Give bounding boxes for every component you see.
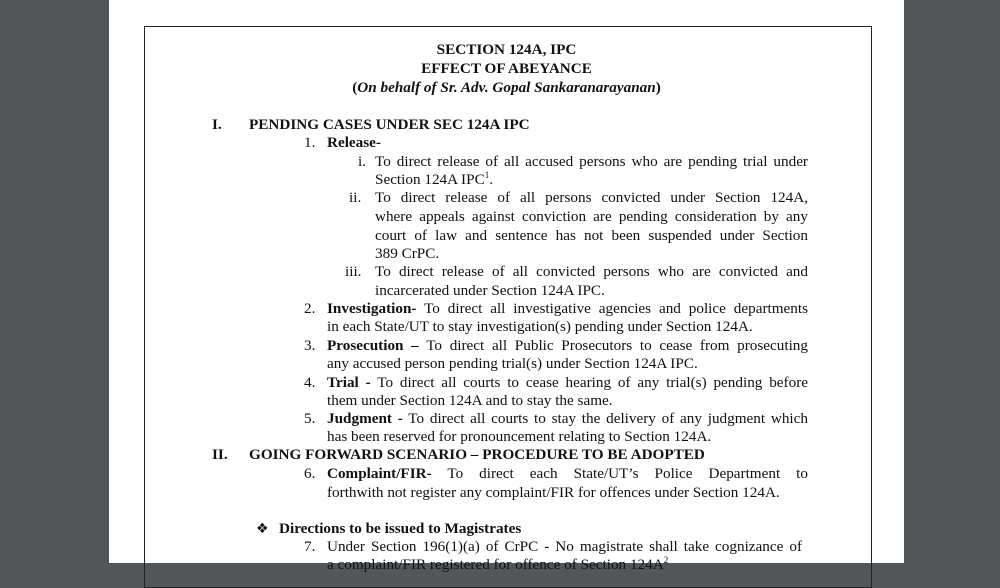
title-line-2: EFFECT OF ABEYANCE [421,60,592,77]
section-1-numeral: I. [212,116,222,133]
item-5-line-1: Judgment - To direct all courts to stay the delivery of any judgment which [327,410,808,427]
sub-iii-line-1: To direct release of all convicted persons who are convicted and [375,263,808,280]
sub-i-line-2: Section 124A IPC$^1$. [375,169,493,188]
item-7-line-1: Under Section 196(1)(a) of CrPC - No magistrate shall take cognizance of [327,538,802,555]
subtitle: (On behalf of Sr. Adv. Gopal Sankaranarayanan) [352,79,661,96]
item-3-line-2: any accused person pending trial(s) under Section 124A IPC. [327,355,698,372]
footnote-2-marker[interactable]: 2 [663,554,669,565]
item-4-number: 4. [304,374,316,391]
item-3-line-1: Prosecution – To direct all Public Prosecutors to cease from prosecuting [327,337,808,354]
item-6-line-2: forthwith not register any complaint/FIR for offences under Section 124A. [327,484,780,501]
item-5-number: 5. [304,410,316,427]
directions-heading: Directions to be issued to Magistrates [279,520,522,537]
sub-iii-line-2: incarcerated under Section 124A IPC. [375,282,605,299]
sub-ii-line-4: 389 CrPC. [375,245,440,262]
sub-iii-number: iii. [345,263,362,280]
title-line-1: SECTION 124A, IPC [436,41,577,58]
sub-ii-line-3: court of law and sentence has not been suspended under Section [375,227,808,244]
item-4-line-1: Trial - To direct all courts to cease hearing of any trial(s) pending before [327,374,808,391]
footnote-1-marker[interactable]: 1 [484,169,490,180]
item-6-number: 6. [304,465,316,482]
item-5-line-2: has been reserved for pronouncement relating to Section 124A. [327,428,712,445]
item-1-title: Release- [327,134,381,151]
sub-i-line-1: To direct release of all accused persons who are pending trial under [375,153,808,170]
item-2-number: 2. [304,300,316,317]
section-1-heading: PENDING CASES UNDER SEC 124A IPC [249,116,530,133]
item-6-line-1: Complaint/FIR- To direct each State/UT’s Police Department to [327,465,808,482]
item-7-number: 7. [304,538,316,555]
item-4-line-2: them under Section 124A and to stay the same. [327,392,613,409]
section-2-numeral: II. [212,446,228,463]
item-2-line-2: in each State/UT to stay investigation(s) pending under Section 124A. [327,318,753,335]
sub-ii-line-1: To direct release of all persons convicted under Section 124A, [375,189,808,206]
document-page [109,0,904,573]
diamond-bullet-icon: ❖ [256,521,269,537]
item-3-number: 3. [304,337,316,354]
item-2-line-1: Investigation- To direct all investigative agencies and police departments [327,300,808,317]
section-2-heading: GOING FORWARD SCENARIO – PROCEDURE TO BE ADOPTED [249,446,705,463]
item-1-number: 1. [304,134,316,151]
sub-ii-line-2: where appeals against conviction are pending consideration by any [375,208,808,225]
sub-ii-number: ii. [349,189,362,206]
sub-i-number: i. [358,153,367,170]
item-7-line-2: a complaint/FIR registered for offence of Section $124A^2$ [327,554,669,573]
